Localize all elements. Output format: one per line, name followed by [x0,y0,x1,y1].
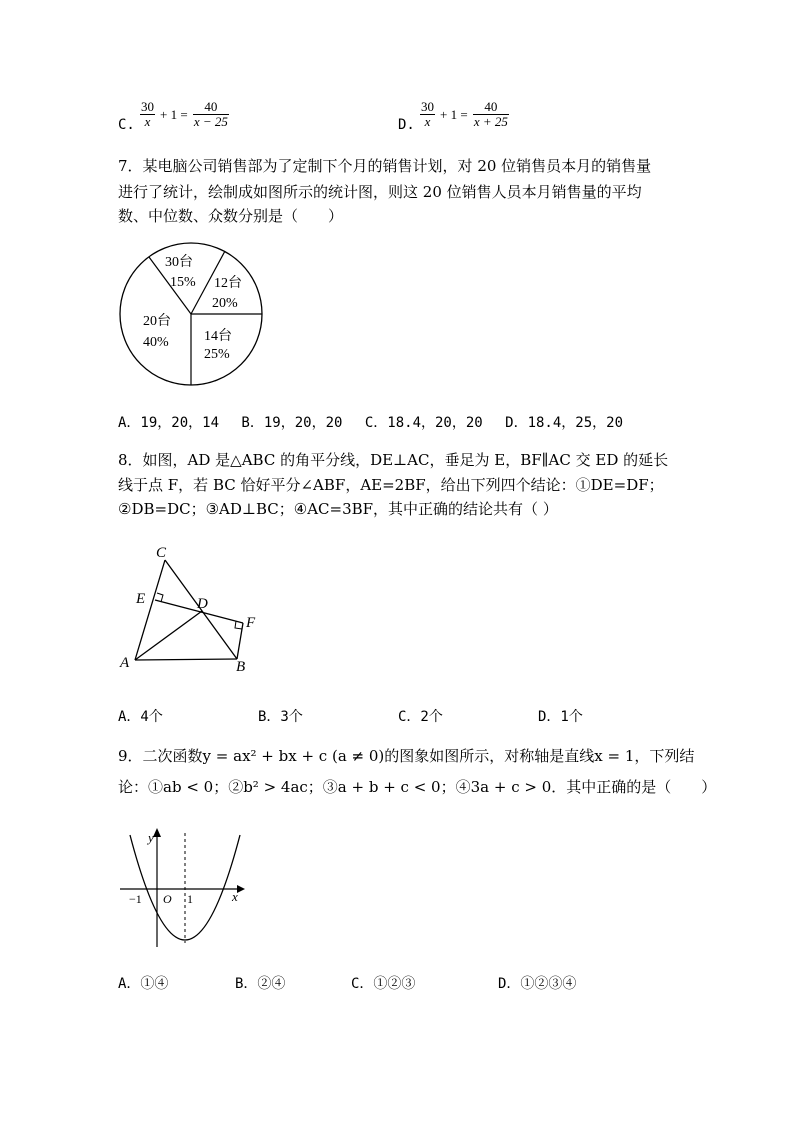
y-axis-label: y [148,830,154,845]
pie-slice-label: 14台 [204,329,232,344]
fraction: $\frac{40}{x - 25}$ [193,99,228,129]
pie-slice-pct: 15% [170,275,196,290]
pie-slice-pct: 25% [204,347,230,362]
q8-option-c: C．2个 [398,709,443,725]
pie-slice-label: 20台 [143,314,171,329]
tick-label: 1 [187,892,193,906]
q8-line-3: ②DB=DC；③AD⊥BC；④AC=3BF，其中正确的结论共有（ ） [118,500,558,518]
x-axis-arrow [237,885,245,893]
fraction: $\frac{40}{x + 25}$ [473,99,508,129]
pie-slice-label: 30台 [165,255,193,270]
point-label-F: F [246,615,256,631]
q8-option-b: B．3个 [258,709,303,725]
segment-AB [135,659,237,660]
q7-pie-chart [118,240,268,390]
q8-triangle-figure [115,540,275,675]
pie-slice-label: 12台 [214,276,242,291]
q9-option-b: B．②④ [235,976,286,992]
q9-line-2: 论：①ab < 0；②b² > 4ac；③a + b + c < 0；④3a + c > 0．其中正确的是（ ） [118,778,717,796]
option-letter: C. [118,117,135,133]
point-label-A: A [120,655,130,671]
point-label-C: C [156,545,167,561]
equation-mid: + 1 = [160,107,188,122]
equation-mid: + 1 = [440,107,468,122]
pie-slice-pct: 20% [212,296,238,311]
q8-option-d: D．1个 [538,709,583,725]
q9-option-a: A．①④ [118,976,169,992]
y-axis-arrow [153,828,161,837]
origin-label: O [163,892,172,906]
q7-options: A．19，20，14 B．19，20，20 C．18.4，20，20 D．18.4，25，20 [118,415,624,431]
tick-label: −1 [129,892,142,906]
q7-line-2: 进行了统计，绘制成如图所示的统计图，则这 20 位销售人员本月销售量的平均 [118,183,642,201]
x-axis-label: x [232,889,238,904]
q8-option-a: A．4个 [118,709,163,725]
option-letter: D. [398,117,415,133]
q9-line-1: 9．二次函数y = ax² + bx + c (a ≠ 0)的图象如图所示，对称轴是直线x = 1，下列结 [118,747,695,765]
q8-line-2: 线于点 F，若 BC 恰好平分∠ABF，AE=2BF，给出下列四个结论：①DE=DF； [118,476,664,494]
point-label-D: D [197,596,208,612]
q6-option-c [118,100,229,132]
fraction: $\frac{30}{x}$ [420,99,434,129]
pie-slice-pct: 40% [143,335,169,350]
point-label-E: E [136,591,146,607]
q9-option-c: C．①②③ [351,976,416,992]
q9-parabola-graph [115,825,250,950]
point-label-B: B [236,659,246,675]
segment-AD [135,611,202,660]
fraction: $\frac{30}{x}$ [140,99,154,129]
segment-AC [135,560,165,660]
q9-option-d: D．①②③④ [498,976,577,992]
q7-line-1: 7．某电脑公司销售部为了定制下个月的销售计划，对 20 位销售员本月的销售量 [118,157,652,175]
q7-line-3: 数、中位数、众数分别是（ ） [118,207,344,225]
q8-line-1: 8．如图，AD 是△ABC 的角平分线，DE⊥AC，垂足为 E，BF∥AC 交 ED 的延长 [118,451,669,469]
q6-option-d [398,100,509,132]
